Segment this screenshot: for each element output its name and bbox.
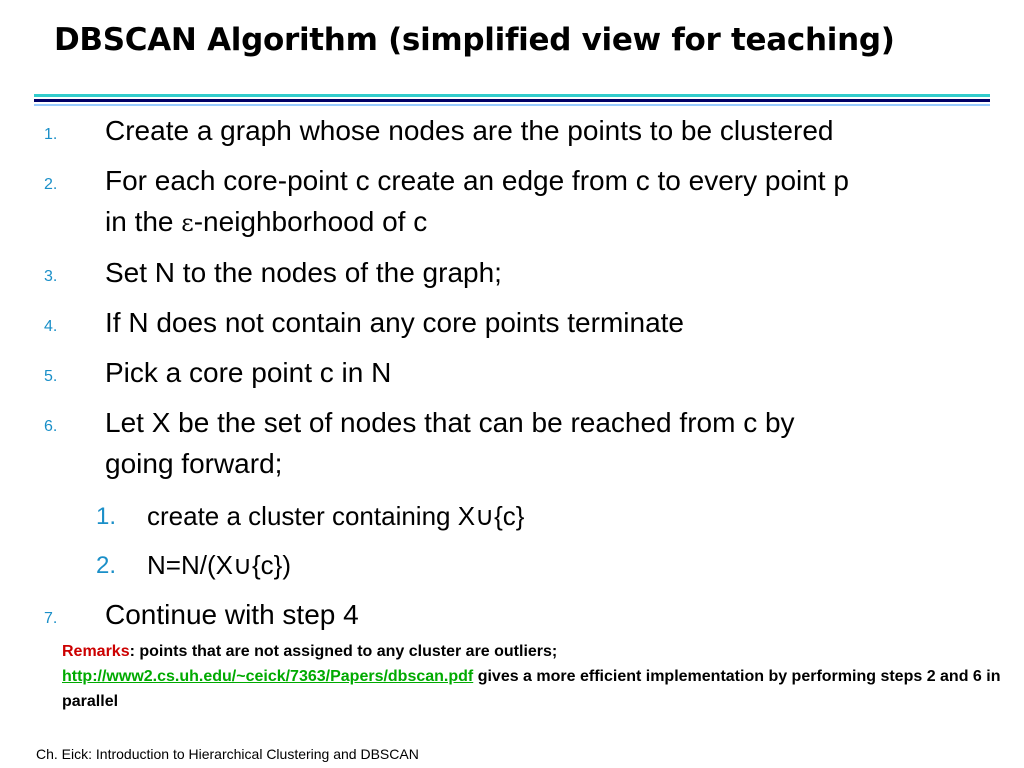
step-number: 7. (44, 610, 58, 627)
substep-number: 2. (96, 552, 117, 579)
step-text: Set N to the nodes of the graph; (105, 257, 502, 288)
step-text: Pick a core point c in N (105, 357, 392, 388)
step-text: Continue with step 4 (105, 599, 359, 630)
step-text: Let X be the set of nodes that can be reached from c by (105, 407, 795, 438)
step-text: Create a graph whose nodes are the points to be clustered (105, 115, 834, 146)
step-number: 4. (44, 318, 58, 335)
epsilon-symbol: ε (181, 209, 194, 237)
step-number: 2. (44, 176, 58, 193)
step-text-part: -neighborhood of c (193, 206, 428, 237)
title-divider-middle (34, 99, 990, 102)
step-number: 6. (44, 418, 58, 435)
substep-text: N=N/(X∪{c}) (147, 550, 292, 580)
step-text-continued: going forward; (105, 448, 283, 479)
substep-text: create a cluster containing X∪{c} (147, 501, 525, 531)
substep-number: 1. (96, 503, 117, 530)
step-number: 5. (44, 368, 58, 385)
step-number: 1. (44, 126, 58, 143)
step-text: If N does not contain any core points terminate (105, 307, 684, 338)
slide-title: DBSCAN Algorithm (simplified view for teaching) (54, 22, 895, 58)
step-number: 3. (44, 268, 58, 285)
step-text: For each core-point c create an edge from c to every point p (105, 165, 849, 196)
step-text-part: in the (105, 206, 182, 237)
title-divider-top (34, 94, 990, 97)
remarks-text: : points that are not assigned to any cluster are outliers; (129, 643, 558, 660)
dbscan-paper-link[interactable]: http://www2.cs.uh.edu/~ceick/7363/Papers/dbscan.pdf (62, 668, 474, 685)
slide-footer: Ch. Eick: Introduction to Hierarchical Clustering and DBSCAN (36, 746, 419, 762)
step-text-continued (105, 201, 427, 244)
remarks-label: Remarks (62, 643, 130, 660)
title-divider-bottom (34, 104, 990, 106)
remarks-note (62, 639, 1002, 714)
remarks-text-continued: gives a more efficient implementation by performing steps 2 and 6 in parallel (62, 668, 1001, 710)
